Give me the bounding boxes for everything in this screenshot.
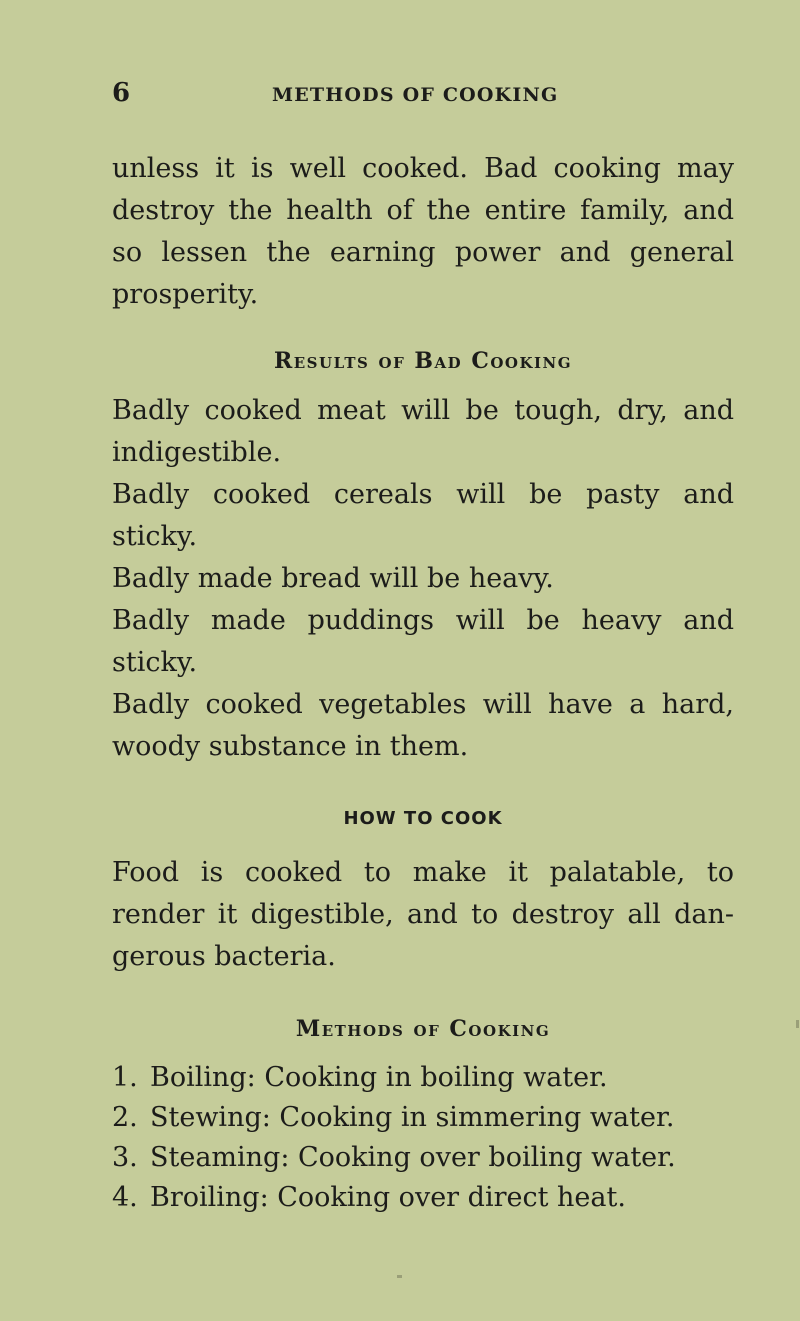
how-to-cook-title: HOW TO COOK [343,808,503,829]
results-list [112,390,734,768]
running-title: METHODS OF COOKING [272,84,559,106]
page-number: 6 [112,78,131,108]
method-item [112,1058,734,1098]
result-item: Badly cooked cereals will be pasty and sticky. [112,479,734,552]
paper-speck [397,1275,402,1278]
opening-paragraph: unless it is well cooked. Bad cooking may destroy the health of the entire family, and so lessen the earning power and general prosperity. [112,153,734,310]
method-item [112,1138,734,1178]
paper-speck [796,1020,799,1028]
method-number: 4. [112,1182,138,1213]
method-number: 1. [112,1062,138,1093]
running-head [112,70,734,122]
result-item: Badly cooked meat will be tough, dry, and indigestible. [112,395,734,468]
methods-list [112,1058,734,1218]
method-item [112,1178,734,1218]
result-item: Badly made bread will be heavy. [112,563,554,594]
how-to-cook-paragraph: Food is cooked to make it palatable, to render it digestible, and to destroy all dan- gerous bacteria. [112,857,734,972]
result-item: Badly made puddings will be heavy and sticky. [112,605,734,678]
method-text: Broiling: Cooking over direct heat. [150,1182,626,1213]
method-text: Stewing: Cooking in simmering water. [150,1102,675,1133]
method-number: 3. [112,1142,138,1173]
results-section-title: Results of Bad Cooking [273,348,573,374]
methods-section-title: Methods of Cooking [295,1016,551,1042]
method-text: Steaming: Cooking over boiling water. [150,1142,676,1173]
method-text: Boiling: Cooking in boiling water. [150,1062,608,1093]
result-item: Badly cooked vegetables will have a hard, woody substance in them. [112,689,734,762]
method-item [112,1098,734,1138]
method-number: 2. [112,1102,138,1133]
